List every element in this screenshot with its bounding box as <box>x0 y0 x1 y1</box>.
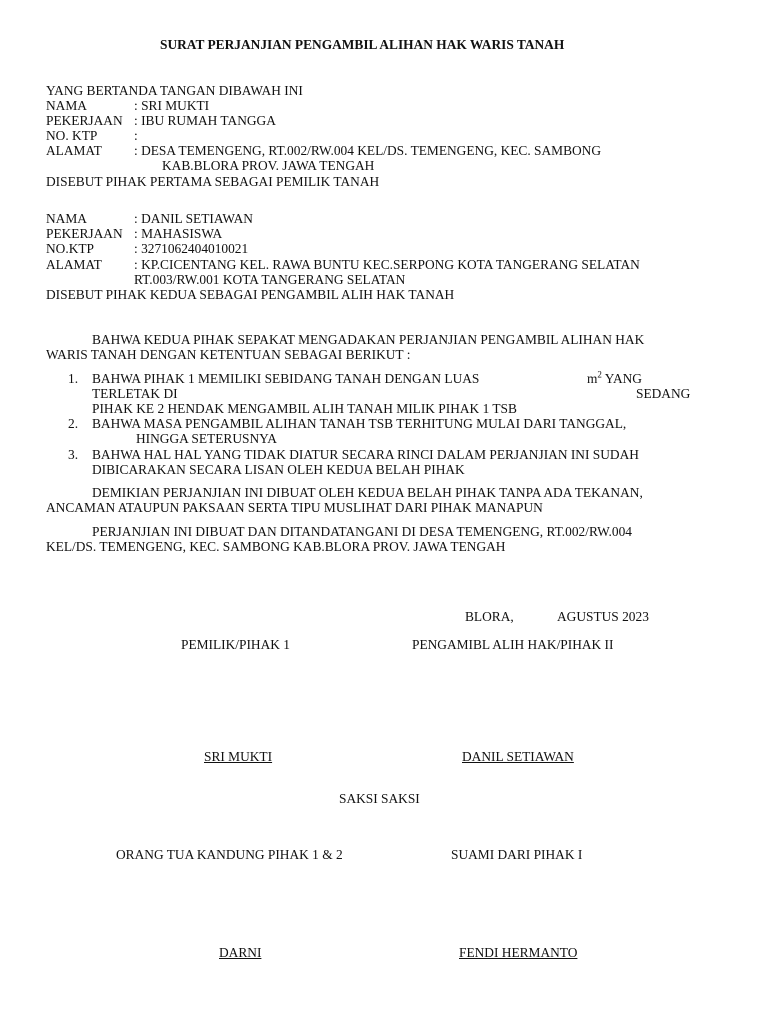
p1-ktp-label: NO. KTP <box>46 128 98 143</box>
perjanjian-line2: KEL/DS. TEMENGENG, KEC. SAMBONG KAB.BLORA PROV. JAWA TENGAH <box>46 539 506 554</box>
item-3-line1: BAHWA HAL HAL YANG TIDAK DIATUR SECARA RINCI DALAM PERJANJIAN INI SUDAH <box>92 447 639 462</box>
sign-left-role: PEMILIK/PIHAK 1 <box>181 637 290 652</box>
p2-ktp-label: NO.KTP <box>46 241 94 256</box>
p2-alamat-line1: : KP.CICENTANG KEL. RAWA BUNTU KEC.SERPONG KOTA TANGERANG SELATAN <box>134 257 640 272</box>
item-1-unit: $m^2$ YANG <box>587 369 642 386</box>
p2-nama-value: : DANIL SETIAWAN <box>134 211 253 226</box>
p2-alamat-line2: RT.003/RW.001 KOTA TANGERANG SELATAN <box>134 272 406 287</box>
item-1-sedang: SEDANG <box>636 386 691 401</box>
p2-disebut: DISEBUT PIHAK KEDUA SEBAGAI PENGAMBIL ALIH HAK TANAH <box>46 287 455 302</box>
p2-ktp-value: : 3271062404010021 <box>134 241 249 256</box>
saksi-title: SAKSI SAKSI <box>339 791 420 806</box>
item-1-line2: TERLETAK DI <box>92 386 178 401</box>
demikian-line2: ANCAMAN ATAUPUN PAKSAAN SERTA TIPU MUSLIHAT DARI PIHAK MANAPUN <box>46 500 543 515</box>
perjanjian-line1: PERJANJIAN INI DIBUAT DAN DITANDATANGANI DI DESA TEMENGENG, RT.002/RW.004 <box>92 524 632 539</box>
p2-alamat-label: ALAMAT <box>46 257 102 272</box>
item-2-line1: BAHWA MASA PENGAMBIL ALIHAN TANAH TSB TERHITUNG MULAI DARI TANGGAL, <box>92 416 627 431</box>
p1-alamat-label: ALAMAT <box>46 143 102 158</box>
date-text: AGUSTUS 2023 <box>557 609 649 624</box>
saksi-right-role: SUAMI DARI PIHAK I <box>451 847 583 862</box>
p1-pekerjaan-value: : IBU RUMAH TANGGA <box>134 113 276 128</box>
p1-alamat-line2: KAB.BLORA PROV. JAWA TENGAH <box>162 158 375 173</box>
sign-left-name: SRI MUKTI <box>204 749 273 764</box>
saksi-right-name: FENDI HERMANTO <box>459 945 578 960</box>
p1-nama-label: NAMA <box>46 98 87 113</box>
p1-ktp-value: : <box>134 128 138 143</box>
p1-pekerjaan-label: PEKERJAAN <box>46 113 123 128</box>
sign-right-name: DANIL SETIAWAN <box>462 749 574 764</box>
item-2-line2: HINGGA SETERUSNYA <box>136 431 277 446</box>
item-2-number: 2. <box>68 416 79 431</box>
intro-text: YANG BERTANDA TANGAN DIBAWAH INI <box>46 83 303 98</box>
p1-disebut: DISEBUT PIHAK PERTAMA SEBAGAI PEMILIK TANAH <box>46 174 380 189</box>
saksi-left-role: ORANG TUA KANDUNG PIHAK 1 & 2 <box>116 847 343 862</box>
saksi-left-name: DARNI <box>219 945 262 960</box>
item-1-line3: PIHAK KE 2 HENDAK MENGAMBIL ALIH TANAH MILIK PIHAK 1 TSB <box>92 401 517 416</box>
document-title: SURAT PERJANJIAN PENGAMBIL ALIHAN HAK WARIS TANAH <box>160 37 565 52</box>
p2-nama-label: NAMA <box>46 211 87 226</box>
item-3-line2: DIBICARAKAN SECARA LISAN OLEH KEDUA BELAH PIHAK <box>92 462 465 477</box>
p1-alamat-line1: : DESA TEMENGENG, RT.002/RW.004 KEL/DS. TEMENGENG, KEC. SAMBONG <box>134 143 602 158</box>
place-text: BLORA, <box>465 609 514 624</box>
bahwa-line2: WARIS TANAH DENGAN KETENTUAN SEBAGAI BERIKUT : <box>46 347 411 362</box>
p2-pekerjaan-value: : MAHASISWA <box>134 226 223 241</box>
p1-nama-value: : SRI MUKTI <box>134 98 210 113</box>
p2-pekerjaan-label: PEKERJAAN <box>46 226 123 241</box>
bahwa-line1: BAHWA KEDUA PIHAK SEPAKAT MENGADAKAN PERJANJIAN PENGAMBIL ALIHAN HAK <box>92 332 645 347</box>
sign-right-role: PENGAMIBL ALIH HAK/PIHAK II <box>412 637 614 652</box>
item-3-number: 3. <box>68 447 79 462</box>
demikian-line1: DEMIKIAN PERJANJIAN INI DIBUAT OLEH KEDUA BELAH PIHAK TANPA ADA TEKANAN, <box>92 485 643 500</box>
item-1-number: 1. <box>68 371 79 386</box>
item-1-line1: BAHWA PIHAK 1 MEMILIKI SEBIDANG TANAH DENGAN LUAS <box>92 371 480 386</box>
